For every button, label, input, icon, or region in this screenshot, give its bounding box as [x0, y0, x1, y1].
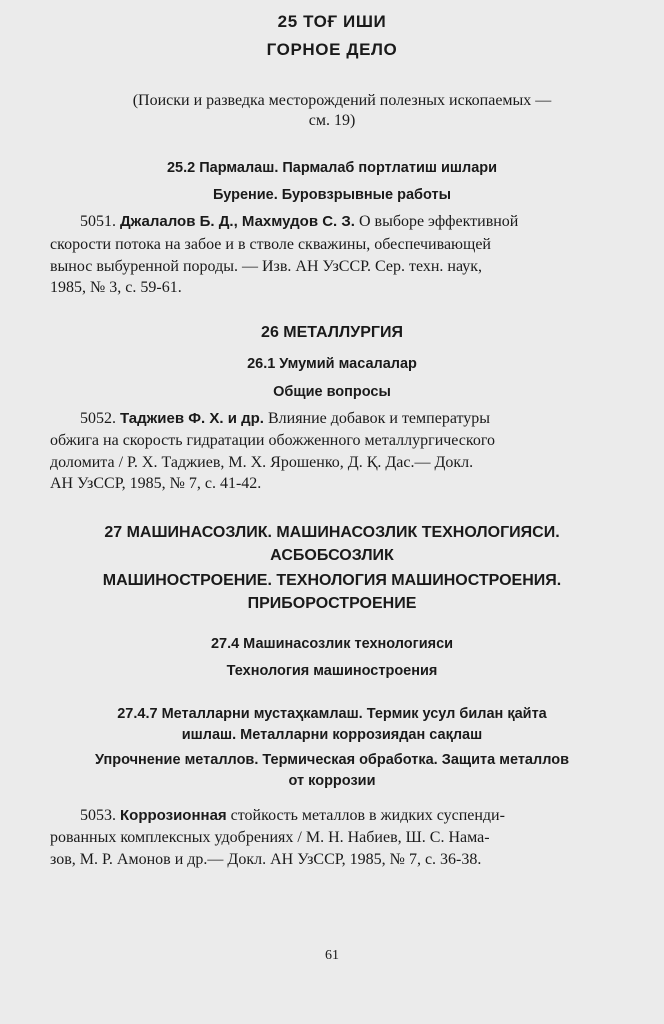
entry-title-start: стойкость металлов в жидких суспенди- [230, 807, 505, 824]
entry-authors: Таджиев Ф. Х. и др. [120, 410, 264, 427]
entry-title-start: Влияние добавок и температуры [267, 410, 491, 427]
entry-authors: Коррозионная [120, 807, 227, 824]
subsection-27-4-uz: 27.4 Машинасозлик технологияси [210, 636, 454, 652]
cross-reference-note-line2: см. 19) [308, 112, 356, 129]
entry-5052-line1 [80, 410, 490, 428]
subsection-27-4-7-uz-line2: ишлаш. Металларни коррозиядан сақлаш [181, 727, 483, 743]
entry-5051-line1 [80, 213, 518, 231]
section-26-title: 26 МЕТАЛЛУРГИЯ [261, 324, 403, 341]
subsection-27-4-7-ru-line2: от коррозии [288, 773, 376, 789]
entry-5053-line2: рованных комплексных удобрениях / М. Н. Набиев, Ш. С. Нама- [50, 829, 490, 846]
subsection-27-4-7-ru-line1: Упрочнение металлов. Термическая обработка. Защита металлов [94, 752, 569, 768]
section-25-title-uz: 25 ТОҒ ИШИ [277, 12, 387, 31]
entry-5051-line2: скорости потока на забое и в стволе скважины, обеспечивающей [50, 236, 491, 253]
entry-authors: Джалалов Б. Д., Махмудов С. З. [120, 213, 355, 230]
subsection-27-4-7-uz-line1: 27.4.7 Металларни мустаҳкамлаш. Термик усул билан қайта [117, 706, 547, 722]
section-27-title-ru-line1: МАШИНОСТРОЕНИЕ. ТЕХНОЛОГИЯ МАШИНОСТРОЕНИЯ. [102, 572, 562, 589]
subsection-26-1-uz: 26.1 Умумий масалалар [247, 356, 417, 372]
subsection-25-2-ru: Бурение. Буровзрывные работы [212, 187, 451, 203]
entry-5051-line4: 1985, № 3, с. 59-61. [50, 279, 182, 296]
section-27-title-ru-line2: ПРИБОРОСТРОЕНИЕ [247, 595, 417, 612]
subsection-25-2-uz: 25.2 Пармалаш. Пармалаб портлатиш ишлари [166, 160, 498, 176]
entry-5051-line3: вынос выбуренной породы. — Изв. АН УзССР. Сер. техн. наук, [50, 258, 483, 275]
entry-number: 5052. [80, 410, 116, 427]
entry-5052-line4: АН УзССР, 1985, № 7, с. 41-42. [50, 475, 262, 492]
subsection-26-1-ru: Общие вопросы [273, 384, 391, 400]
section-25-title-ru: ГОРНОЕ ДЕЛО [266, 40, 398, 59]
entry-5052-line3: доломита / Р. Х. Таджиев, М. Х. Ярошенко, Д. Қ. Дас.— Докл. [50, 454, 474, 471]
entry-title-start: О выборе эффективной [358, 213, 519, 230]
section-27-title-uz-line1: 27 МАШИНАСОЗЛИК. МАШИНАСОЗЛИК ТЕХНОЛОГИЯСИ. [104, 524, 560, 541]
entry-5052-line2: обжига на скорость гидратации обожженного металлургического [50, 432, 496, 449]
entry-number: 5051. [80, 213, 116, 230]
entry-5053-line1 [80, 807, 505, 825]
entry-5053-line3: зов, М. Р. Амонов и др.— Докл. АН УзССР, 1985, № 7, с. 36-38. [50, 851, 482, 868]
subsection-27-4-ru: Технология машиностроения [226, 663, 438, 679]
entry-number: 5053. [80, 807, 116, 824]
section-27-title-uz-line2: АСБОБСОЗЛИК [270, 547, 394, 564]
cross-reference-note-line1: (Поиски и разведка месторождений полезных ископаемых — [132, 92, 552, 109]
page-number: 61 [325, 948, 339, 963]
